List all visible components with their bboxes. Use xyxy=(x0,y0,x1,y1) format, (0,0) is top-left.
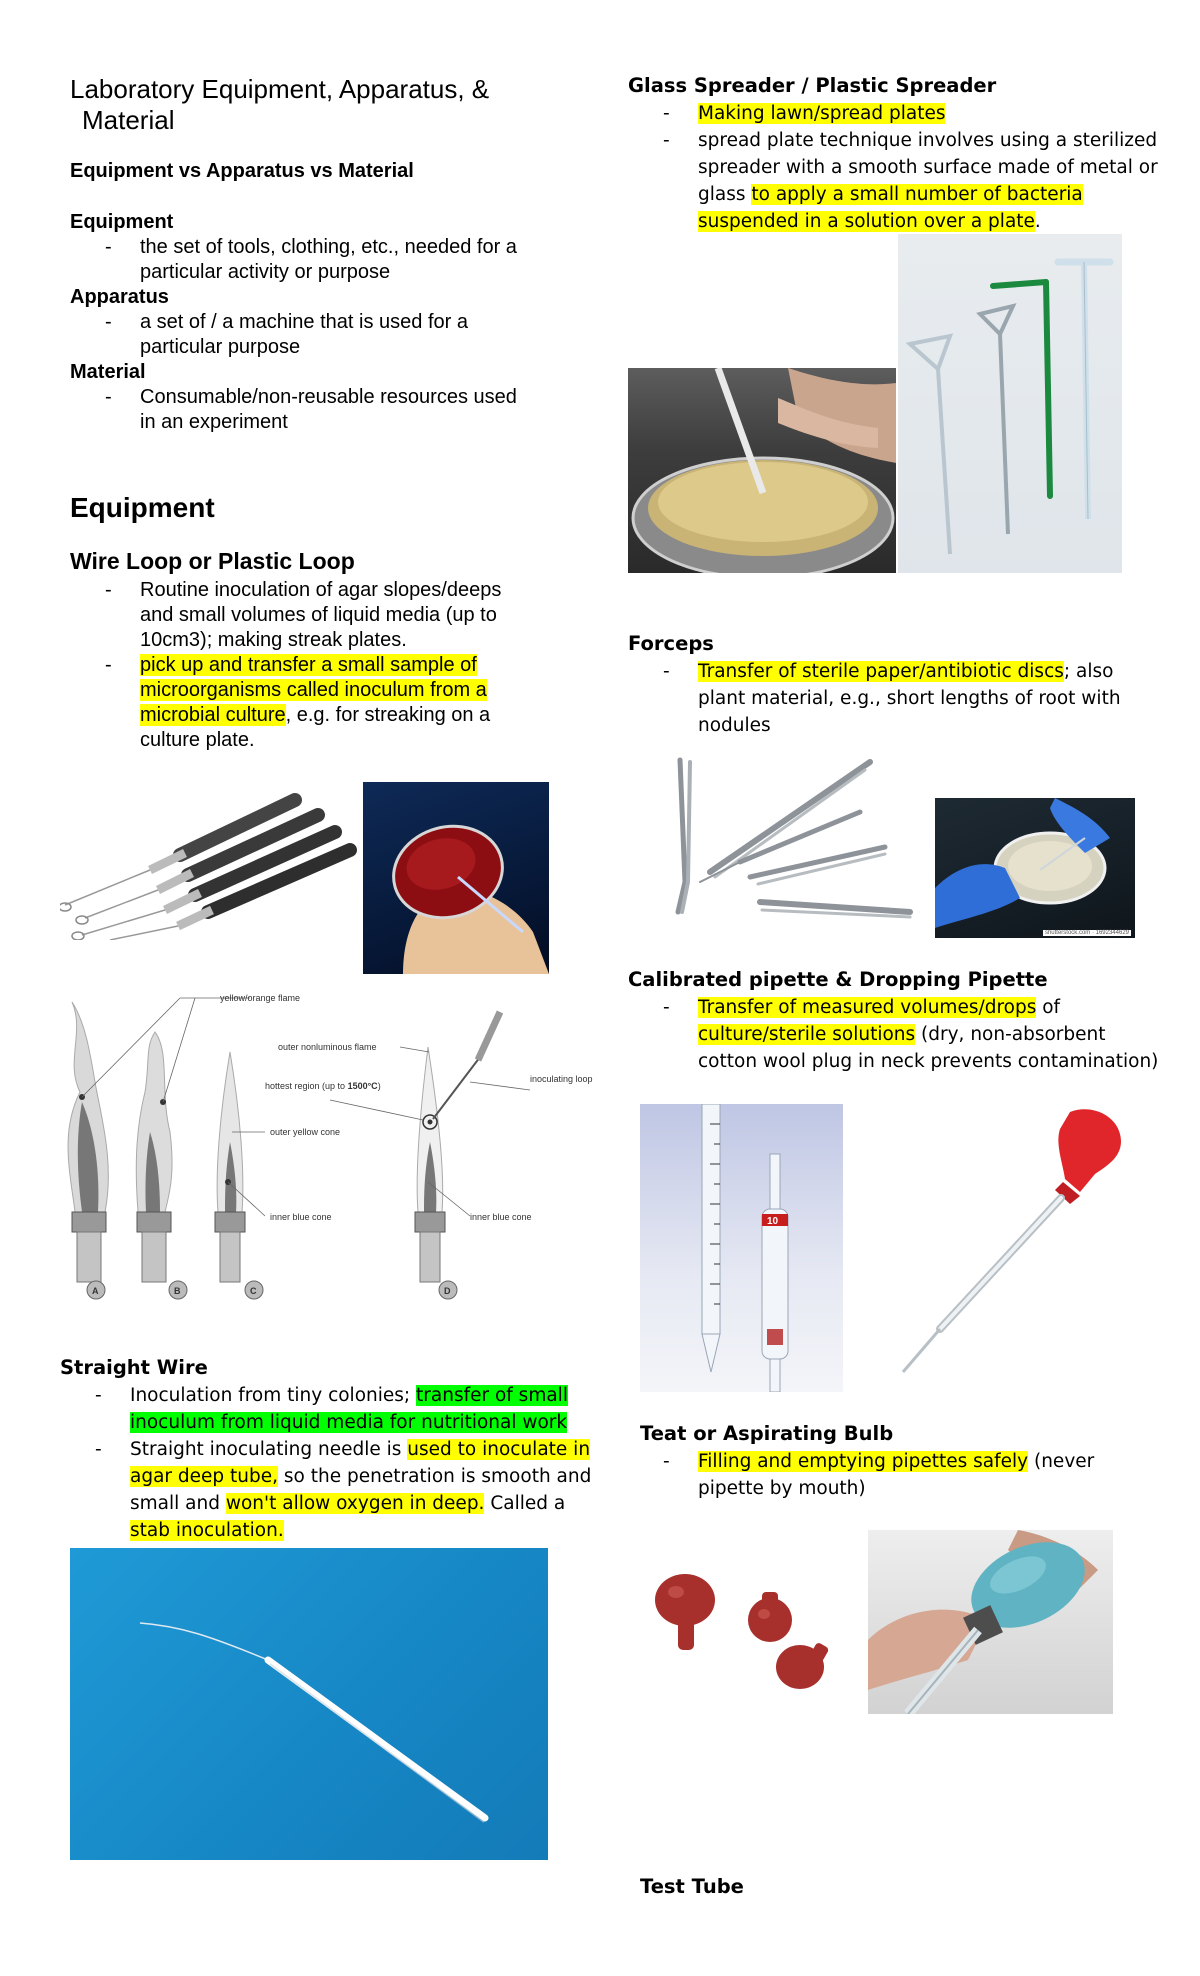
definition-line: - Consumable/non-reusable resources used xyxy=(140,386,517,408)
highlighted-text: suspended in a solution over a plate xyxy=(698,211,1035,232)
definition-line: - the set of tools, clothing, etc., needed for a xyxy=(140,236,517,258)
label-a: A xyxy=(92,1286,99,1296)
highlighted-text: inoculum from liquid media for nutritional work xyxy=(130,1412,568,1433)
term-equipment: Equipment xyxy=(70,211,174,233)
highlighted-text: Transfer of measured volumes/drops xyxy=(698,997,1037,1018)
forceps-bullets xyxy=(628,658,1168,739)
straight-wire-bullet-2 xyxy=(60,1436,600,1544)
flame-c xyxy=(215,1052,263,1299)
bullet-text: (never xyxy=(1028,1451,1095,1472)
highlighted-text: microorganisms called inoculum from a xyxy=(140,679,487,701)
definitions-list xyxy=(70,210,590,435)
teat-bullets xyxy=(628,1448,1168,1502)
definition-line: - a set of / a machine that is used for a xyxy=(140,311,468,333)
highlighted-text: transfer of small xyxy=(416,1385,568,1406)
bullet-line: 10cm3); making streak plates. xyxy=(140,629,407,651)
label-outer-yellow-cone: outer yellow cone xyxy=(270,1127,341,1137)
bullet-line: spreader with a smooth surface made of metal or xyxy=(698,157,1158,178)
label-yellow-flame: yellow/orange flame xyxy=(220,993,301,1003)
term-material: Material xyxy=(70,361,146,383)
highlighted-text: Filling and emptying pipettes safely xyxy=(698,1451,1029,1472)
title-line-1: Laboratory Equipment, Apparatus, & xyxy=(70,74,490,104)
test-tube-heading: Test Tube xyxy=(640,1875,744,1898)
bullet-text: (dry, non-absorbent xyxy=(915,1024,1106,1045)
glass-spreader-t xyxy=(1058,262,1110,519)
bullet-line: cotton wool plug in neck prevents contamination) xyxy=(698,1051,1159,1072)
label-inner-blue-cone-c: inner blue cone xyxy=(270,1212,332,1222)
title-line-2: Material xyxy=(82,105,175,135)
definition-apparatus xyxy=(70,310,590,360)
glass-spreader-1 xyxy=(910,336,950,554)
label-d: D xyxy=(444,1286,451,1296)
rubber-teats-image xyxy=(640,1552,860,1714)
flame-d xyxy=(415,1012,500,1299)
pipette-mark: 10 xyxy=(767,1216,779,1227)
pipette-heading: Calibrated pipette & Dropping Pipette xyxy=(628,968,1048,991)
definition-material xyxy=(70,385,590,435)
bullet-text: Called a xyxy=(484,1493,566,1514)
forceps-image xyxy=(640,752,920,922)
straight-wire-bullets xyxy=(60,1382,600,1544)
calibrated-pipettes-image xyxy=(640,1104,843,1392)
label-c: C xyxy=(250,1286,257,1296)
forceps-heading: Forceps xyxy=(628,632,714,655)
bullet-text: , e.g. for streaking on a xyxy=(285,704,491,726)
bunsen-flame-diagram xyxy=(60,992,610,1304)
bullet-line: - Routine inoculation of agar slopes/deeps xyxy=(140,579,502,601)
definition-line: particular purpose xyxy=(140,336,301,358)
bullet-text: Straight inoculating needle is xyxy=(130,1439,408,1460)
graduated-pipette xyxy=(702,1104,720,1372)
flame-b xyxy=(136,1032,187,1299)
bullet-text: glass xyxy=(698,184,752,205)
straight-wire-image xyxy=(70,1548,548,1860)
volumetric-pipette xyxy=(762,1154,788,1392)
highlighted-text: Making lawn/spread plates xyxy=(698,103,946,124)
bullet-line: culture plate. xyxy=(140,729,255,751)
bullet-text: so the penetration is smooth and xyxy=(278,1466,592,1487)
wire-loop-heading: Wire Loop or Plastic Loop xyxy=(70,548,355,574)
wire-loop-bullet-1 xyxy=(70,578,590,653)
forceps-petri-gloves-image xyxy=(935,798,1135,938)
label-b: B xyxy=(174,1286,181,1296)
bullet-text: small and xyxy=(130,1493,226,1514)
definition-line: in an experiment xyxy=(140,411,288,433)
spreaders-image xyxy=(898,234,1122,573)
aspirating-bulb-image xyxy=(868,1530,1113,1714)
label-hottest-region: hottest region (up to 1500°C) xyxy=(265,1081,381,1091)
teat-heading: Teat or Aspirating Bulb xyxy=(640,1422,894,1445)
term-apparatus: Apparatus xyxy=(70,286,169,308)
bullet-text: ; also xyxy=(1063,661,1114,682)
flame-a xyxy=(68,1002,108,1299)
dropping-pipette-image xyxy=(885,1104,1135,1392)
pipette-petri-dish-image xyxy=(628,368,896,573)
highlighted-text: to apply a small number of bacteria xyxy=(751,184,1083,205)
culture-plate-hand-image xyxy=(363,782,549,974)
wire-loop-bullet-2 xyxy=(70,653,590,753)
straight-wire-bullet-1 xyxy=(60,1382,600,1436)
glass-spreader-2 xyxy=(980,306,1013,534)
label-inner-blue-cone-d: inner blue cone xyxy=(470,1212,532,1222)
bullet-line: - spread plate technique involves using a sterilized xyxy=(698,130,1158,151)
bullet-line: plant material, e.g., short lengths of root with xyxy=(698,688,1121,709)
label-outer-flame: outer nonluminous flame xyxy=(278,1042,377,1052)
document-title xyxy=(70,74,590,136)
loop-handle-2 xyxy=(76,815,318,924)
spreader-bullet-2 xyxy=(628,127,1168,235)
spreader-bullet-1 xyxy=(628,100,1168,127)
forceps-bullet-1 xyxy=(628,658,1168,739)
highlighted-text: used to inoculate in xyxy=(407,1439,591,1460)
highlighted-text: culture/sterile solutions xyxy=(698,1024,916,1045)
spreader-heading: Glass Spreader / Plastic Spreader xyxy=(628,74,997,97)
pipette-bullets xyxy=(628,994,1173,1075)
definition-line: particular activity or purpose xyxy=(140,261,391,283)
equipment-heading: Equipment xyxy=(70,492,215,523)
bullet-line: pipette by mouth) xyxy=(698,1478,866,1499)
highlighted-text: won't allow oxygen in deep. xyxy=(225,1493,485,1514)
highlighted-text: stab inoculation. xyxy=(130,1520,284,1541)
wire-loop-bullets xyxy=(70,578,590,753)
spreader-bullets xyxy=(628,100,1168,235)
definition-equipment xyxy=(70,235,590,285)
highlighted-text: microbial culture xyxy=(140,704,286,726)
highlighted-text: pick up and transfer a small sample of xyxy=(140,654,477,676)
teat-bullet-1 xyxy=(628,1448,1168,1502)
shutterstock-watermark: shutterstock.com · 1692344629 xyxy=(1044,930,1129,936)
bullet-line: nodules xyxy=(698,715,771,736)
bullet-line: and small volumes of liquid media (up to xyxy=(140,604,497,626)
straight-wire-heading: Straight Wire xyxy=(60,1356,208,1379)
comparison-heading: Equipment vs Apparatus vs Material xyxy=(70,160,414,182)
highlighted-text: Transfer of sterile paper/antibiotic discs xyxy=(698,661,1064,682)
label-inoculating-loop: inoculating loop xyxy=(530,1074,593,1084)
bullet-text: Inoculation from tiny colonies; xyxy=(130,1385,417,1406)
inoculating-loops-image xyxy=(60,780,358,940)
highlighted-text: agar deep tube, xyxy=(130,1466,279,1487)
bullet-text: . xyxy=(1034,211,1041,232)
pipette-bullet-1 xyxy=(628,994,1173,1075)
bullet-text: of xyxy=(1036,997,1061,1018)
